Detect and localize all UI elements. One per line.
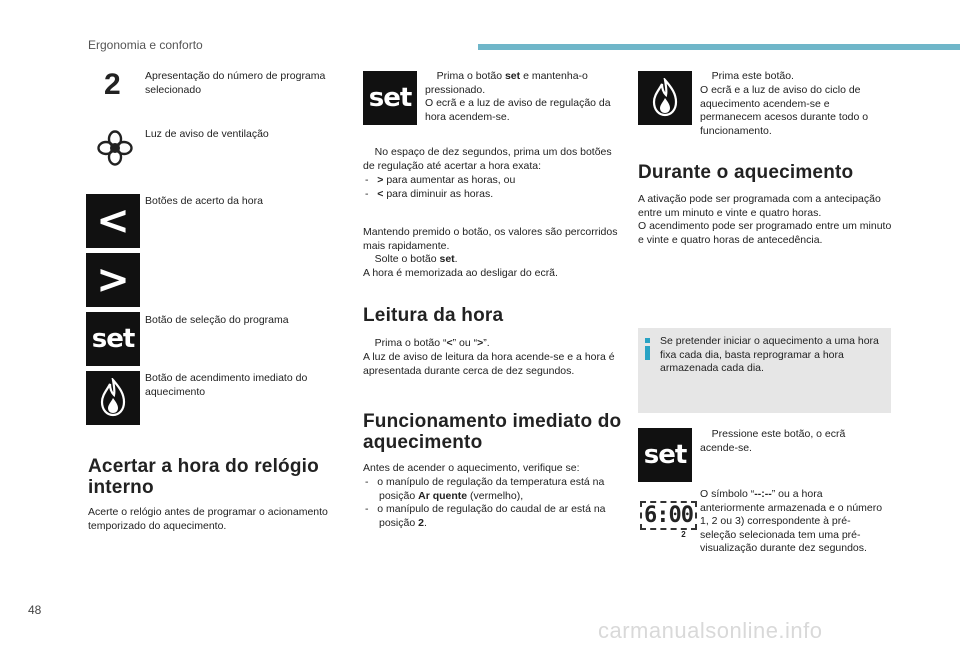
read-time-body: A luz de aviso de leitura da hora acende-se e a hora é apresentada durante cerca de dez segundos.	[363, 351, 615, 377]
item-fan-text: Luz de aviso de ventilação	[145, 128, 269, 140]
info-icon	[643, 338, 653, 360]
fan-icon	[97, 130, 133, 171]
set-button-icon: set	[363, 71, 417, 125]
step-press-flame: Prima este botão.	[711, 70, 794, 82]
step-press-arrow: Prima o botão “<” ou “>”.	[374, 337, 490, 349]
page-number: 48	[28, 603, 42, 617]
info-text: Se pretender iniciar o aquecimento a uma hora fixa cada dia, basta reprogramar a hora armazenada cada dia.	[660, 335, 879, 374]
list-increase: - > para aumentar as horas, ou	[365, 174, 516, 186]
program-number-icon: 2	[104, 68, 121, 101]
item-program-select-text: Botão de seleção do programa	[145, 314, 289, 326]
list-decrease: - < para diminuir as horas.	[365, 188, 494, 200]
hour-minus-button-icon: <	[86, 194, 140, 248]
section-title: Ergonomia e conforto	[88, 38, 203, 52]
step-press-set: Prima o botão set e mantenha-o pressionado.	[425, 70, 588, 96]
step-press-set-display: Pressione este botão, o ecrã acende-se.	[700, 428, 846, 454]
clock-display	[640, 503, 697, 539]
flame-icon	[638, 71, 692, 125]
set-button-icon: set	[638, 428, 692, 482]
watermark: carmanualsonline.info	[598, 618, 823, 643]
before-heating-intro: Antes de acender o aquecimento, verifique se:	[363, 462, 580, 474]
item-hour-buttons-text: Botões de acerto da hora	[145, 195, 263, 207]
set-clock-body: Acerte o relógio antes de programar o acionamento temporizado do aquecimento.	[88, 506, 328, 532]
hour-plus-button-icon: >	[86, 253, 140, 307]
header-bar	[478, 44, 960, 50]
heading-read-time: Leitura da hora	[363, 305, 504, 326]
heading-during-heating: Durante o aquecimento	[638, 162, 854, 183]
flame-icon	[86, 371, 140, 425]
step-within-ten-seconds: No espaço de dez segundos, prima um dos botões de regulação até acertar a hora exata:	[363, 146, 612, 172]
heading-set-clock: Acertar a hora do relógio interno	[88, 456, 319, 498]
check-airflow: - o manípulo de regulação do caudal de ar está na posição 2.	[365, 503, 606, 529]
item-flame-text: Botão de acendimento imediato do aquecimento	[145, 372, 308, 398]
hold-button-note: Mantendo premido o botão, os valores são percorridos mais rapidamente.	[363, 226, 618, 252]
display-symbol-note: O símbolo “--:--” ou a hora anteriormente armazenada e o número 1, 2 ou 3) correspondente à pré-seleção selecionada tem uma pré-visualização durante dez segundos.	[700, 488, 883, 554]
ignition-note: O acendimento pode ser programado entre um minuto e vinte e quatro horas de antecedência.	[638, 220, 892, 246]
heating-cycle-note: O ecrã e a luz de aviso do ciclo de aquecimento acendem-se e permanecem acesos durante todo o funcionamento.	[700, 84, 869, 137]
check-temperature: - o manípulo de regulação da temperatura está na posição Ar quente (vermelho),	[365, 476, 605, 502]
step-release-set: Solte o botão set.	[374, 253, 458, 265]
time-memorized-note: A hora é memorizada ao desligar do ecrã.	[363, 267, 558, 279]
info-box	[638, 328, 891, 413]
clock-time: 6:00	[640, 501, 697, 530]
step-display-on: O ecrã e a luz de aviso de regulação da hora acendem-se.	[425, 97, 611, 123]
heading-immediate-heating: Funcionamento imediato do aquecimento	[363, 411, 622, 453]
activation-note: A ativação pode ser programada com a antecipação entre um minuto e vinte e quatro horas.	[638, 193, 881, 219]
clock-program-number: 2	[681, 530, 686, 539]
item-program-number-text: Apresentação do número de programa selecionado	[145, 70, 326, 96]
set-button-icon: set	[86, 312, 140, 366]
